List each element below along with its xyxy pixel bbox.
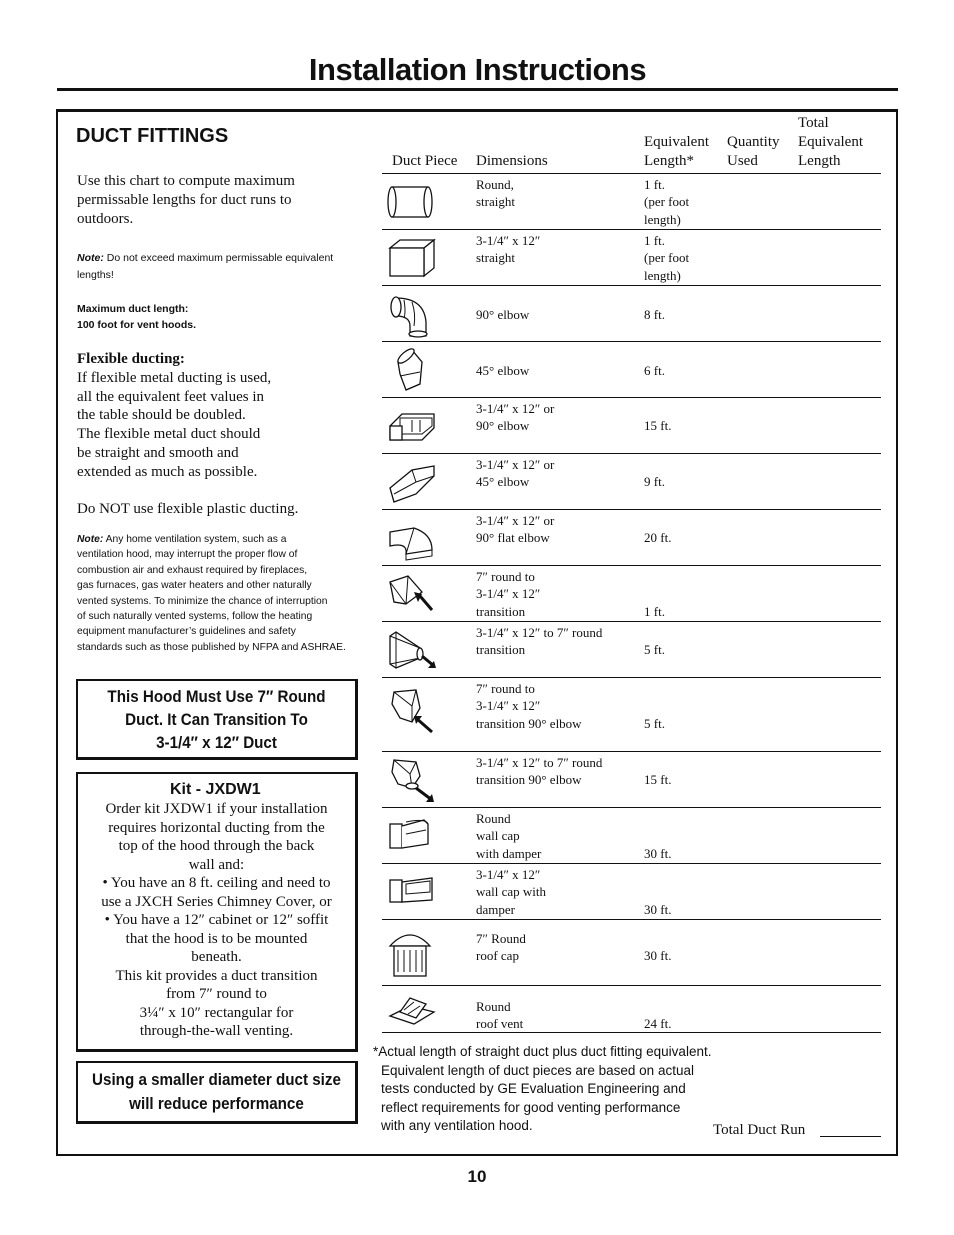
cell-line [644, 883, 671, 900]
header-line: Quantity [727, 134, 780, 150]
note-line: equipment manufacturer’s guidelines and safety [77, 626, 296, 638]
table-bottom-rule [382, 1032, 881, 1033]
table-row [382, 751, 881, 808]
max-duct-length-line: 100 foot for vent hoods. [77, 319, 197, 331]
cell-line: 3-1/4″ x 12″ to 7″ round [476, 625, 603, 640]
table-row [382, 453, 881, 510]
note-ventilation [77, 532, 347, 655]
cell-line: 90° flat elbow [476, 530, 550, 546]
dimensions-cell [476, 680, 582, 732]
cell-line: 3-1/4″ x 12″ [476, 233, 541, 248]
footnote-line: tests conducted by GE Evaluation Engineering and [381, 1081, 686, 1097]
cell-line: 6 ft. [644, 363, 665, 378]
cell-line [644, 866, 671, 883]
rect-wall-cap-icon [386, 870, 436, 914]
kit-line: • You have an 8 ft. ceiling and need to [102, 875, 331, 891]
flexible-ducting-line: the table should be doubled. [77, 407, 246, 424]
rect-to-round-90-transition-icon [386, 758, 436, 802]
cell-line: 7″ round to [476, 569, 535, 584]
warning-line: will reduce performance [129, 1095, 304, 1113]
kit-line: wall and: [188, 856, 245, 873]
flexible-ducting-section [77, 350, 342, 482]
page-title: Installation Instructions [308, 52, 647, 87]
cell-line [644, 400, 671, 417]
round-to-rect-90-transition-icon [386, 688, 436, 732]
footnote-line: with any ventilation hood. [381, 1118, 533, 1134]
round-roof-vent-icon [386, 988, 436, 1032]
footnote-line: *Actual length of straight duct plus duct fitting equivalent. [373, 1044, 712, 1059]
round-wall-cap-icon [386, 814, 436, 858]
table-row [382, 565, 881, 622]
header-line: Total [798, 115, 829, 131]
note-line: Any home ventilation system, such as a [103, 534, 287, 545]
note-line: of such naturally vented systems, follow the heating [77, 611, 313, 623]
cell-line: length) [644, 211, 681, 227]
cell-line: 15 ft. [644, 772, 672, 788]
warning-line: Using a smaller diameter duct size [92, 1071, 341, 1089]
cell-line: 90° elbow [476, 307, 530, 322]
table-row [382, 807, 881, 864]
cell-line: 24 ft. [644, 1016, 672, 1032]
note-line: combustion air and exhaust required by fireplaces, [77, 564, 308, 576]
dimensions-cell [476, 568, 540, 620]
footnote-line: reflect requirements for good venting performance [381, 1099, 681, 1115]
dimensions-cell [476, 930, 526, 965]
cell-line: wall cap [476, 828, 520, 844]
kit-line: Order kit JXDW1 if your installation [105, 801, 328, 817]
cell-line [644, 810, 671, 827]
cell-line: 30 ft. [644, 948, 672, 964]
cell-line: 15 ft. [644, 418, 672, 434]
flexible-ducting-line: If flexible metal ducting is used, [77, 369, 272, 386]
rect-to-round-transition-icon [386, 628, 436, 672]
table-row [382, 677, 881, 752]
round-to-rect-transition-icon [386, 572, 436, 616]
flexible-ducting-line: all the equivalent feet values in [77, 388, 265, 405]
no-plastic-warning: Do NOT use flexible plastic ducting. [77, 501, 299, 517]
cell-line: length) [644, 267, 681, 283]
title-rule [57, 88, 898, 91]
header-equivalent-length [644, 133, 709, 171]
equivalent-length-cell [644, 754, 671, 789]
dimensions-cell [476, 232, 540, 267]
table-row [382, 621, 881, 678]
cell-line: straight [476, 250, 515, 266]
equivalent-length-cell [644, 176, 689, 228]
cell-line: transition 90° elbow [476, 715, 582, 731]
cell-line: 1 ft. [644, 233, 665, 248]
dimensions-cell [476, 998, 523, 1033]
note-line: vented systems. To minimize the chance of interruption [77, 595, 328, 607]
dimensions-cell [476, 624, 602, 659]
cell-line [644, 456, 665, 473]
cell-line: 45° elbow [476, 363, 530, 378]
round-straight-duct-icon [386, 180, 436, 224]
cell-line: with damper [476, 845, 542, 861]
flexible-ducting-line: be straight and smooth and [77, 444, 239, 461]
round-duct-notice-box [76, 679, 358, 760]
equivalent-length-cell [644, 362, 665, 379]
dimensions-cell [476, 866, 546, 918]
cell-line: 3-1/4″ x 12″ [476, 698, 541, 714]
flexible-ducting-line: extended as much as possible. [77, 463, 258, 480]
cell-line: 3-1/4″ x 12″ or [476, 457, 555, 472]
cell-line: transition [476, 603, 526, 619]
note-text: Do not exceed maximum permissable equivalent lengths! [77, 252, 334, 281]
max-duct-length-line: Maximum duct length: [77, 303, 189, 315]
table-row [382, 509, 881, 566]
cell-line: 30 ft. [644, 901, 672, 917]
table-row [382, 919, 881, 986]
notice-line: This Hood Must Use 7″ Round [107, 688, 326, 706]
rect-45-elbow-icon [386, 460, 436, 504]
header-line: Length [798, 153, 841, 169]
kit-line: beneath. [191, 949, 242, 965]
kit-line: from 7″ round to [166, 986, 267, 1002]
header-dimensions: Dimensions [476, 153, 548, 169]
note-line: ventilation hood, may interrupt the proper flow of [77, 549, 298, 561]
kit-line: 3¼″ x 10″ rectangular for [139, 1004, 294, 1021]
cell-line [644, 624, 665, 641]
header-total-equivalent-length [798, 114, 863, 171]
cell-line: roof cap [476, 948, 519, 964]
footnote-line: Equivalent length of duct pieces are based on actual [381, 1062, 694, 1078]
table-row [382, 985, 881, 1033]
cell-line: roof vent [476, 1016, 524, 1032]
equivalent-length-cell [644, 568, 665, 620]
dimensions-cell [476, 176, 515, 211]
kit-line: through-the-wall venting. [139, 1023, 294, 1039]
round-90-elbow-icon [386, 292, 436, 336]
cell-line: 3-1/4″ x 12″ to 7″ round [476, 755, 603, 770]
cell-line: 30 ft. [644, 845, 672, 861]
equivalent-length-cell [644, 456, 665, 491]
rect-90-flat-elbow-icon [386, 516, 436, 560]
cell-line: 45° elbow [476, 474, 530, 490]
cell-line: 8 ft. [644, 307, 665, 322]
kit-info-box [76, 772, 358, 1052]
note-max-length [77, 250, 342, 284]
dimensions-cell [476, 400, 554, 435]
header-duct-piece: Duct Piece [392, 153, 458, 169]
dimensions-cell [476, 810, 541, 862]
equivalent-length-cell [644, 866, 671, 918]
notice-line: Duct. It Can Transition To [125, 711, 308, 729]
kit-line: that the hood is to be mounted [125, 930, 308, 947]
header-line: Used [727, 153, 758, 169]
note-line: gas furnaces, gas water heaters and other naturally [77, 580, 312, 592]
cell-line: (per foot [644, 250, 690, 266]
cell-line: 5 ft. [644, 642, 665, 658]
dimensions-cell [476, 306, 529, 323]
cell-line: 7″ Round [476, 931, 526, 946]
cell-line [644, 585, 665, 602]
total-duct-run-field[interactable] [820, 1136, 881, 1137]
dimensions-cell [476, 754, 602, 789]
cell-line [644, 827, 671, 844]
kit-line: top of the hood through the back [118, 838, 315, 854]
rect-straight-duct-icon [386, 236, 436, 280]
flexible-ducting-heading: Flexible ducting: [77, 351, 185, 367]
round-roof-cap-icon [386, 926, 436, 980]
equivalent-length-cell [644, 512, 671, 547]
cell-line: straight [476, 194, 515, 210]
table-row [382, 173, 881, 230]
kit-line: requires horizontal ducting from the [108, 819, 325, 836]
equivalent-length-cell [644, 306, 665, 323]
rect-90-elbow-icon [386, 404, 436, 448]
cell-line: transition [476, 642, 526, 658]
note-label: Note: [77, 534, 104, 545]
cell-line: Round, [476, 177, 514, 192]
cell-line: 3-1/4″ x 12″ [476, 867, 541, 882]
table-row [382, 397, 881, 454]
round-45-elbow-icon [386, 348, 436, 392]
header-line: Equivalent [798, 134, 863, 150]
cell-line [644, 568, 665, 585]
footnote [373, 1043, 753, 1136]
cell-line: 20 ft. [644, 530, 672, 546]
table-row [382, 341, 881, 398]
equivalent-length-cell [644, 810, 671, 862]
cell-line [644, 680, 665, 697]
kit-line: This kit provides a duct transition [115, 967, 318, 984]
cell-line: 3-1/4″ x 12″ or [476, 401, 555, 416]
cell-line: 3-1/4″ x 12″ or [476, 513, 555, 528]
cell-line: transition 90° elbow [476, 772, 582, 788]
cell-line: 7″ round to [476, 681, 535, 696]
cell-line: 9 ft. [644, 474, 665, 490]
note-label: Note: [77, 252, 104, 264]
equivalent-length-cell [644, 232, 689, 284]
cell-line [644, 754, 671, 771]
equivalent-length-cell [644, 930, 671, 965]
header-quantity-used [727, 133, 780, 171]
table-row [382, 285, 881, 342]
cell-line [644, 930, 671, 947]
performance-warning-box [76, 1061, 358, 1124]
note-line: standards such as those published by NFPA and ASHRAE. [77, 641, 346, 653]
cell-line: 3-1/4″ x 12″ [476, 586, 541, 602]
cell-line: 5 ft. [644, 715, 665, 731]
dimensions-cell [476, 456, 554, 491]
cell-line: Round [476, 999, 511, 1014]
header-line: Equivalent [644, 134, 709, 150]
dimensions-cell [476, 512, 554, 547]
cell-line: 90° elbow [476, 418, 530, 434]
equivalent-length-cell [644, 624, 665, 659]
cell-line: 1 ft. [644, 177, 665, 192]
cell-line [644, 512, 671, 529]
equivalent-length-cell [644, 998, 671, 1033]
notice-line: 3-1/4″ x 12″ Duct [156, 734, 277, 752]
cell-line [644, 697, 665, 714]
cell-line [644, 998, 671, 1015]
kit-line: • You have a 12″ cabinet or 12″ soffit [104, 912, 329, 928]
cell-line: 1 ft. [644, 603, 665, 619]
cell-line: damper [476, 901, 515, 917]
equivalent-length-cell [644, 680, 665, 732]
kit-heading: Kit - JXDW1 [170, 781, 261, 798]
total-duct-run-label: Total Duct Run [713, 1122, 806, 1138]
flexible-ducting-line: The flexible metal duct should [77, 426, 261, 443]
intro-text: Use this chart to compute maximum permissable lengths for duct runs to outdoors. [77, 173, 295, 227]
header-line: Length* [644, 153, 694, 169]
cell-line: (per foot [644, 194, 690, 210]
dimensions-cell [476, 362, 529, 379]
kit-line: use a JXCH Series Chimney Cover, or [101, 893, 332, 910]
equivalent-length-cell [644, 400, 671, 435]
table-row [382, 863, 881, 920]
cell-line: Round [476, 811, 511, 826]
max-duct-length [77, 301, 342, 333]
section-heading: DUCT FITTINGS [76, 125, 229, 147]
cell-line: wall cap with [476, 884, 547, 900]
page-number: 10 [467, 1167, 487, 1186]
table-row [382, 229, 881, 286]
